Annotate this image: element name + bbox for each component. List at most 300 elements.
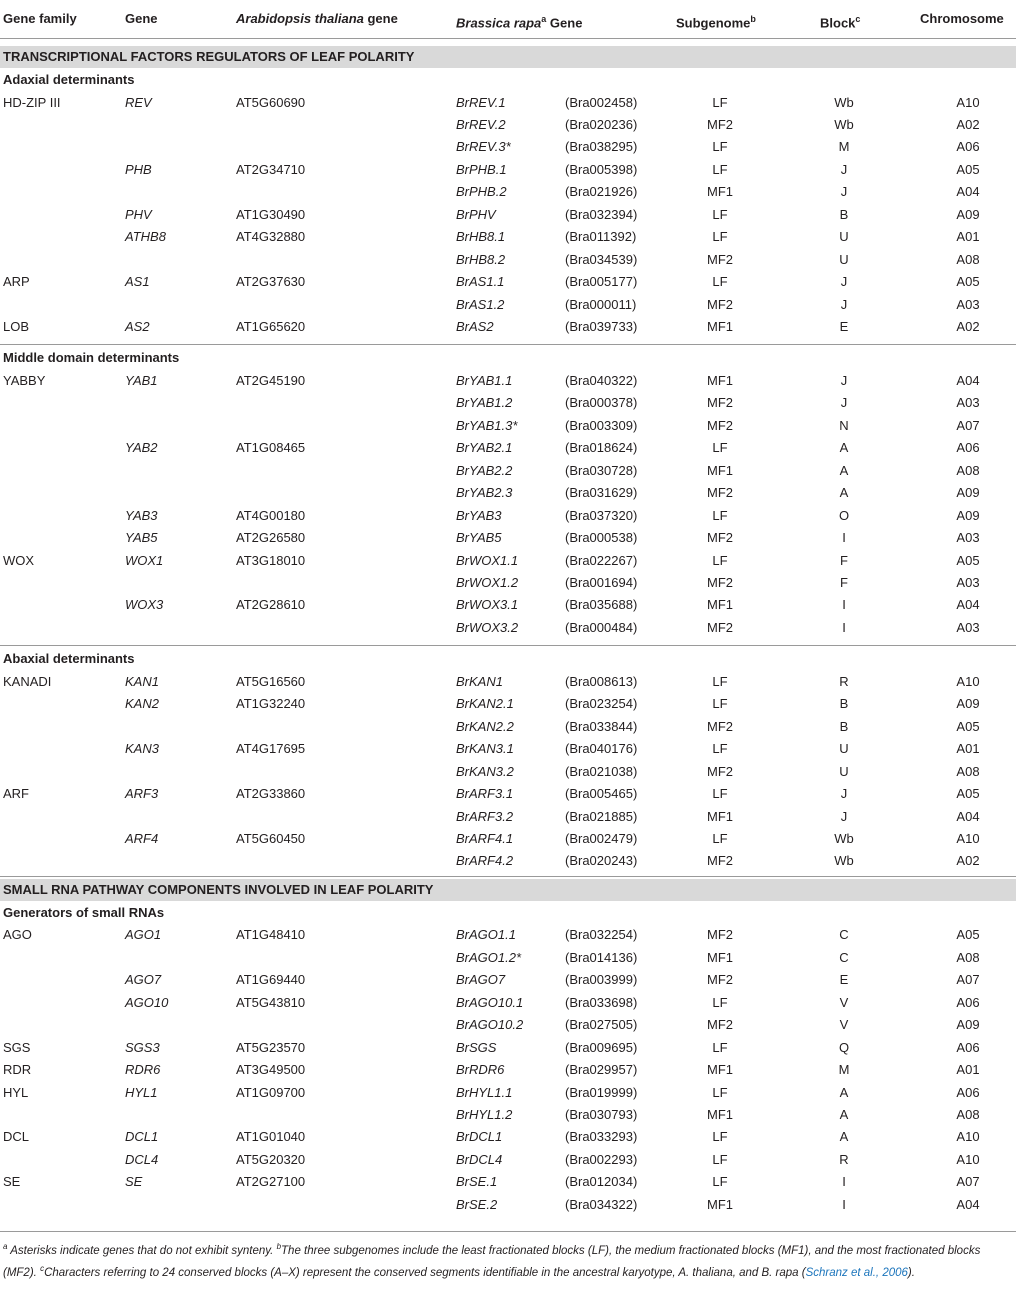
gene-family-cell: WOX (3, 552, 35, 568)
chromosome-cell: A04 (956, 597, 980, 613)
section-heading: TRANSCRIPTIONAL FACTORS REGULATORS OF LEAF POLARITY (0, 46, 1016, 68)
bra-id-cell: (Bra005465) (565, 786, 638, 802)
brassica-gene-cell: BrREV.1 (456, 94, 506, 110)
brassica-gene-cell: BrPHV (456, 206, 496, 222)
arabidopsis-gene-cell: AT2G37630 (236, 274, 306, 290)
chromosome-cell: A07 (956, 1174, 980, 1190)
table-row (0, 992, 1016, 1015)
block-cell: N (839, 417, 849, 433)
subgenome-cell: LF (712, 139, 728, 155)
subgenome-cell: MF1 (707, 808, 733, 824)
gene-family-cell: LOB (3, 319, 30, 334)
brassica-gene-cell: BrRDR6 (456, 1062, 505, 1078)
bra-id-cell: (Bra034322) (565, 1196, 638, 1212)
brassica-gene-cell: BrAS1.1 (456, 274, 505, 290)
block-cell: J (840, 808, 848, 824)
bra-id-cell: (Bra020243) (565, 853, 638, 869)
bra-id-cell: (Bra020236) (565, 116, 638, 132)
brassica-gene-cell: BrHB8.1 (456, 229, 506, 245)
subgenome-cell: MF1 (707, 462, 733, 478)
brassica-gene-cell: BrSE.1 (456, 1174, 498, 1190)
chromosome-cell: A05 (956, 786, 980, 802)
arabidopsis-gene-cell: AT1G65620 (236, 319, 306, 334)
col-arabidopsis-gene: Arabidopsis thaliana gene (236, 11, 398, 26)
arabidopsis-gene-cell: AT2G33860 (236, 786, 306, 802)
brassica-gene-cell: BrHYL1.2 (456, 1107, 513, 1122)
block-cell: F (840, 575, 848, 590)
table-header (0, 0, 1016, 38)
group-rule (0, 344, 1016, 345)
gene-family-cell: RDR (3, 1062, 32, 1078)
col-subgenome: Subgenome$^b$ (676, 14, 756, 31)
block-cell: A (839, 1107, 849, 1122)
bra-id-cell: (Bra018624) (565, 440, 638, 456)
brassica-gene-cell: BrYAB2.2 (456, 462, 513, 478)
subgenome-cell: MF2 (707, 251, 733, 267)
subgenome-cell: LF (712, 161, 728, 177)
gene-cell: KAN1 (125, 673, 159, 689)
subgenome-cell: MF2 (707, 619, 733, 635)
gene-family-cell: YABBY (3, 372, 46, 388)
chromosome-cell: A10 (956, 1129, 980, 1145)
gene-family-cell: SGS (3, 1039, 31, 1055)
table-bottom-rule (0, 1231, 1016, 1232)
subgenome-cell: MF2 (707, 116, 733, 132)
gene-cell: YAB3 (125, 507, 158, 523)
block-cell: I (842, 1196, 846, 1212)
chromosome-cell: A07 (956, 417, 980, 433)
table-row (0, 136, 1016, 159)
table-row (0, 761, 1016, 784)
bra-id-cell: (Bra033293) (565, 1129, 638, 1145)
table-row (0, 181, 1016, 204)
header-rule (0, 38, 1016, 39)
block-cell: O (838, 507, 850, 523)
subgenome-cell: LF (712, 274, 728, 290)
brassica-gene-cell: BrYAB2.1 (456, 440, 513, 456)
chromosome-cell: A06 (956, 440, 980, 456)
chromosome-cell: A02 (956, 319, 980, 334)
arabidopsis-gene-cell: AT5G20320 (236, 1151, 306, 1167)
col-brassica-gene: Brassica rapa$^a$ Gene (456, 14, 583, 31)
bra-id-cell: (Bra032394) (565, 206, 638, 222)
arabidopsis-gene-cell: AT1G08465 (236, 440, 306, 456)
block-cell: I (842, 530, 846, 546)
block-cell: Wb (834, 116, 854, 132)
chromosome-cell: A03 (956, 575, 980, 590)
table-row (0, 594, 1016, 617)
arabidopsis-gene-cell: AT2G34710 (236, 161, 306, 177)
block-cell: V (839, 994, 849, 1010)
arabidopsis-gene-cell: AT5G16560 (236, 673, 306, 689)
gene-cell: DCL1 (125, 1129, 159, 1145)
subgenome-cell: MF2 (707, 485, 733, 501)
table-row (0, 1014, 1016, 1037)
table-row (0, 415, 1016, 438)
chromosome-cell: A01 (956, 741, 980, 757)
table-row (0, 693, 1016, 716)
chromosome-cell: A08 (956, 1107, 980, 1122)
bra-id-cell: (Bra033844) (565, 718, 638, 734)
chromosome-cell: A01 (956, 1062, 980, 1078)
chromosome-cell: A05 (956, 274, 980, 290)
chromosome-cell: A02 (956, 116, 980, 132)
chromosome-cell: A03 (956, 296, 980, 312)
block-cell: J (840, 296, 848, 312)
subgenome-cell: LF (712, 786, 728, 802)
brassica-gene-cell: BrKAN1 (456, 673, 503, 689)
arabidopsis-gene-cell: AT4G32880 (236, 229, 306, 245)
block-cell: B (839, 696, 849, 712)
arabidopsis-gene-cell: AT1G69440 (236, 972, 306, 988)
bra-id-cell: (Bra034539) (565, 251, 638, 267)
table-row (0, 738, 1016, 761)
arabidopsis-gene-cell: AT1G09700 (236, 1084, 306, 1100)
gene-cell: WOX1 (125, 552, 164, 568)
arabidopsis-gene-cell: AT4G00180 (236, 507, 306, 523)
gene-cell: RDR6 (125, 1062, 161, 1078)
chromosome-cell: A03 (956, 395, 980, 411)
brassica-gene-cell: BrWOX1.1 (456, 552, 519, 568)
bra-id-cell: (Bra031629) (565, 485, 638, 501)
brassica-gene-cell: BrKAN2.1 (456, 696, 514, 712)
arabidopsis-gene-cell: AT1G01040 (236, 1129, 306, 1145)
col-chromosome: Chromosome (920, 11, 1004, 26)
gene-cell: KAN3 (125, 741, 159, 757)
chromosome-cell: A02 (956, 853, 980, 869)
bra-id-cell: (Bra023254) (565, 696, 638, 712)
chromosome-cell: A05 (956, 552, 980, 568)
chromosome-cell: A01 (956, 229, 980, 245)
subgenome-cell: MF2 (707, 1017, 733, 1033)
arabidopsis-gene-cell: AT3G49500 (236, 1062, 306, 1078)
bra-id-cell: (Bra039733) (565, 319, 638, 334)
table-row (0, 294, 1016, 317)
bra-id-cell: (Bra012034) (565, 1174, 638, 1190)
subgenome-cell: MF1 (707, 949, 733, 965)
arabidopsis-gene-cell: AT5G60450 (236, 831, 306, 846)
reference-link[interactable]: Schranz et al., 2006 (805, 1266, 908, 1279)
block-cell: J (840, 274, 848, 290)
section-rule (0, 876, 1016, 877)
chromosome-cell: A05 (956, 161, 980, 177)
gene-cell: KAN2 (125, 696, 159, 712)
table-row (0, 1194, 1016, 1217)
gene-cell: ATHB8 (125, 229, 166, 245)
bra-id-cell: (Bra021885) (565, 808, 638, 824)
gene-cell: AS2 (125, 319, 150, 334)
table-row (0, 783, 1016, 806)
bra-id-cell: (Bra032254) (565, 927, 638, 943)
bra-id-cell: (Bra005177) (565, 274, 638, 290)
arabidopsis-gene-cell: AT5G60690 (236, 94, 306, 110)
subgenome-cell: MF2 (707, 718, 733, 734)
gene-cell: ARF4 (125, 831, 159, 846)
brassica-gene-cell: BrAGO1.1 (456, 927, 516, 943)
block-cell: E (839, 319, 849, 334)
gene-family-cell: DCL (3, 1129, 30, 1145)
brassica-gene-cell: BrKAN3.2 (456, 763, 514, 779)
table-row (0, 482, 1016, 505)
table-row (0, 1171, 1016, 1194)
block-cell: U (839, 763, 849, 779)
brassica-gene-cell: BrAS2 (456, 319, 494, 334)
block-cell: I (842, 1174, 846, 1190)
brassica-gene-cell: BrYAB1.3* (456, 417, 518, 433)
chromosome-cell: A03 (956, 619, 980, 635)
brassica-gene-cell: BrYAB1.2 (456, 395, 513, 411)
group-heading: Adaxial determinants (3, 72, 135, 87)
chromosome-cell: A05 (956, 927, 980, 943)
chromosome-cell: A07 (956, 972, 980, 988)
brassica-gene-cell: BrWOX3.2 (456, 619, 519, 635)
gene-cell: YAB1 (125, 372, 158, 388)
subgenome-cell: MF2 (707, 927, 733, 943)
subgenome-cell: MF1 (707, 1107, 733, 1122)
block-cell: Wb (834, 853, 854, 869)
brassica-gene-cell: BrYAB2.3 (456, 485, 513, 501)
table-row (0, 716, 1016, 739)
subgenome-cell: MF2 (707, 972, 733, 988)
bra-id-cell: (Bra002293) (565, 1151, 638, 1167)
subgenome-cell: MF2 (707, 530, 733, 546)
bra-id-cell: (Bra021038) (565, 763, 638, 779)
table-row (0, 550, 1016, 573)
table-row (0, 159, 1016, 182)
table-row (0, 392, 1016, 415)
bra-id-cell: (Bra002458) (565, 94, 638, 110)
chromosome-cell: A10 (956, 1151, 980, 1167)
col-gene: Gene (125, 11, 158, 26)
group-heading: Middle domain determinants (3, 350, 180, 366)
subgenome-cell: MF1 (707, 184, 733, 200)
bra-id-cell: (Bra038295) (565, 139, 638, 155)
subgenome-cell: MF2 (707, 417, 733, 433)
bra-id-cell: (Bra005398) (565, 161, 638, 177)
subgenome-cell: LF (712, 994, 728, 1010)
bra-id-cell: (Bra030793) (565, 1107, 638, 1122)
bra-id-cell: (Bra030728) (565, 462, 638, 478)
bra-id-cell: (Bra003999) (565, 972, 638, 988)
gene-cell: YAB2 (125, 440, 158, 456)
brassica-gene-cell: BrHYL1.1 (456, 1084, 513, 1100)
gene-family-cell: ARP (3, 274, 30, 290)
block-cell: I (842, 619, 846, 635)
group-heading: Abaxial determinants (3, 651, 135, 667)
block-cell: V (839, 1017, 849, 1033)
table-row (0, 924, 1016, 947)
brassica-gene-cell: BrYAB5 (456, 530, 502, 546)
bra-id-cell: (Bra021926) (565, 184, 638, 200)
block-cell: A (839, 462, 849, 478)
arabidopsis-gene-cell: AT1G30490 (236, 206, 306, 222)
chromosome-cell: A10 (956, 94, 980, 110)
gene-family-cell: SE (3, 1174, 21, 1190)
arabidopsis-gene-cell: AT2G26580 (236, 530, 306, 546)
gene-family-cell: HYL (3, 1084, 29, 1100)
subgenome-cell: LF (712, 1039, 728, 1055)
table-row (0, 92, 1016, 115)
gene-cell: SE (125, 1174, 143, 1190)
bra-id-cell: (Bra001694) (565, 575, 638, 590)
arabidopsis-gene-cell: AT2G28610 (236, 597, 306, 613)
chromosome-cell: A06 (956, 1084, 980, 1100)
block-cell: Q (838, 1039, 850, 1055)
table-row (0, 316, 1016, 339)
block-cell: B (839, 718, 849, 734)
chromosome-cell: A04 (956, 1196, 980, 1212)
brassica-gene-cell: BrDCL4 (456, 1151, 503, 1167)
block-cell: U (839, 229, 849, 245)
block-cell: J (840, 395, 848, 411)
brassica-gene-cell: BrDCL1 (456, 1129, 503, 1145)
bra-id-cell: (Bra014136) (565, 949, 638, 965)
brassica-gene-cell: BrKAN2.2 (456, 718, 514, 734)
table-footnote: $^a$ Asterisks indicate genes that do not exhibit synteny. $^b$The three subgenomes include the least fractionated blocks (LF), the medium fractionated blocks (MF1), and the most fractionated blocks (MF2). $^c$Characters referring to 24 conserved blocks (A–X) represent the conserved segments identifiable in the ancestral karyotype, A. thaliana, and B. rapa (Schranz et al., 2006). (3, 1242, 981, 1279)
block-cell: I (842, 597, 846, 613)
bra-id-cell: (Bra000378) (565, 395, 638, 411)
table-row (0, 437, 1016, 460)
brassica-gene-cell: BrWOX1.2 (456, 575, 519, 590)
brassica-gene-cell: BrPHB.2 (456, 184, 507, 200)
chromosome-cell: A08 (956, 763, 980, 779)
brassica-gene-cell: BrAGO10.2 (456, 1017, 524, 1033)
chromosome-cell: A08 (956, 949, 980, 965)
table-row (0, 114, 1016, 137)
brassica-gene-cell: BrHB8.2 (456, 251, 506, 267)
block-cell: M (838, 1062, 850, 1078)
bra-id-cell: (Bra008613) (565, 673, 638, 689)
block-cell: A (839, 440, 849, 456)
gene-cell: ARF3 (125, 786, 159, 802)
chromosome-cell: A03 (956, 530, 980, 546)
chromosome-cell: A08 (956, 251, 980, 267)
gene-family-cell: HD-ZIP III (3, 94, 61, 110)
table-row (0, 850, 1016, 873)
bra-id-cell: (Bra000538) (565, 530, 638, 546)
subgenome-cell: MF2 (707, 296, 733, 312)
table-row (0, 828, 1016, 851)
brassica-gene-cell: BrARF4.1 (456, 831, 514, 846)
table-row (0, 671, 1016, 694)
brassica-gene-cell: BrKAN3.1 (456, 741, 514, 757)
gene-cell: WOX3 (125, 597, 164, 613)
subgenome-cell: LF (712, 1174, 728, 1190)
brassica-gene-cell: BrARF3.1 (456, 786, 514, 802)
bra-id-cell: (Bra027505) (565, 1017, 638, 1033)
brassica-gene-cell: BrPHB.1 (456, 161, 507, 177)
gene-family-cell: AGO (3, 927, 32, 943)
arabidopsis-gene-cell: AT4G17695 (236, 741, 306, 757)
arabidopsis-gene-cell: AT1G48410 (236, 927, 306, 943)
bra-id-cell: (Bra037320) (565, 507, 638, 523)
table-row (0, 527, 1016, 550)
subgenome-cell: LF (712, 440, 728, 456)
block-cell: M (838, 139, 850, 155)
table-row (0, 969, 1016, 992)
block-cell: C (839, 949, 849, 965)
table-row (0, 1059, 1016, 1082)
gene-cell: AS1 (125, 274, 150, 290)
table-row (0, 460, 1016, 483)
col-block: Block$^c$ (820, 14, 861, 31)
subgenome-cell: LF (712, 507, 728, 523)
subgenome-cell: MF2 (707, 575, 733, 590)
block-cell: Wb (834, 831, 854, 846)
block-cell: C (839, 927, 849, 943)
table-row (0, 1126, 1016, 1149)
chromosome-cell: A09 (956, 1017, 980, 1033)
block-cell: J (840, 372, 848, 388)
chromosome-cell: A09 (956, 485, 980, 501)
bra-id-cell: (Bra029957) (565, 1062, 638, 1078)
bra-id-cell: (Bra009695) (565, 1039, 638, 1055)
subgenome-cell: MF2 (707, 763, 733, 779)
bra-id-cell: (Bra022267) (565, 552, 638, 568)
gene-cell: AGO10 (125, 994, 169, 1010)
gene-cell: SGS3 (125, 1039, 160, 1055)
table-row (0, 226, 1016, 249)
subgenome-cell: MF1 (707, 1196, 733, 1212)
arabidopsis-gene-cell: AT1G32240 (236, 696, 306, 712)
block-cell: F (840, 552, 848, 568)
bra-id-cell: (Bra040322) (565, 372, 638, 388)
subgenome-cell: LF (712, 552, 728, 568)
bra-id-cell: (Bra040176) (565, 741, 638, 757)
subgenome-cell: LF (712, 1084, 728, 1100)
subgenome-cell: MF1 (707, 1062, 733, 1078)
chromosome-cell: A04 (956, 184, 980, 200)
brassica-gene-cell: BrREV.2 (456, 116, 506, 132)
bra-id-cell: (Bra003309) (565, 417, 638, 433)
subgenome-cell: LF (712, 696, 728, 712)
table-row (0, 1082, 1016, 1105)
arabidopsis-gene-cell: AT2G45190 (236, 372, 306, 388)
gene-cell: YAB5 (125, 530, 158, 546)
table-row (0, 1037, 1016, 1060)
brassica-gene-cell: BrSGS (456, 1039, 497, 1055)
brassica-gene-cell: BrYAB3 (456, 507, 502, 523)
brassica-gene-cell: BrAGO7 (456, 972, 506, 988)
section-heading: SMALL RNA PATHWAY COMPONENTS INVOLVED IN LEAF POLARITY (0, 879, 1016, 901)
block-cell: A (839, 485, 849, 501)
chromosome-cell: A09 (956, 507, 980, 523)
gene-cell: AGO7 (125, 972, 162, 988)
block-cell: R (839, 1151, 849, 1167)
block-cell: E (839, 972, 849, 988)
bra-id-cell: (Bra019999) (565, 1084, 638, 1100)
gene-family-cell: ARF (3, 786, 29, 802)
subgenome-cell: MF2 (707, 395, 733, 411)
brassica-gene-cell: BrREV.3* (456, 139, 511, 155)
table-row (0, 1104, 1016, 1127)
chromosome-cell: A06 (956, 139, 980, 155)
block-cell: A (839, 1084, 849, 1100)
table-row (0, 505, 1016, 528)
chromosome-cell: A05 (956, 718, 980, 734)
brassica-gene-cell: BrAGO1.2* (456, 949, 522, 965)
block-cell: U (839, 251, 849, 267)
subgenome-cell: MF1 (707, 372, 733, 388)
block-cell: J (840, 184, 848, 200)
table-row (0, 617, 1016, 640)
arabidopsis-gene-cell: AT3G18010 (236, 552, 306, 568)
table-row (0, 204, 1016, 227)
block-cell: R (839, 673, 849, 689)
gene-family-cell: KANADI (3, 673, 52, 689)
block-cell: J (840, 161, 848, 177)
chromosome-cell: A10 (956, 673, 980, 689)
